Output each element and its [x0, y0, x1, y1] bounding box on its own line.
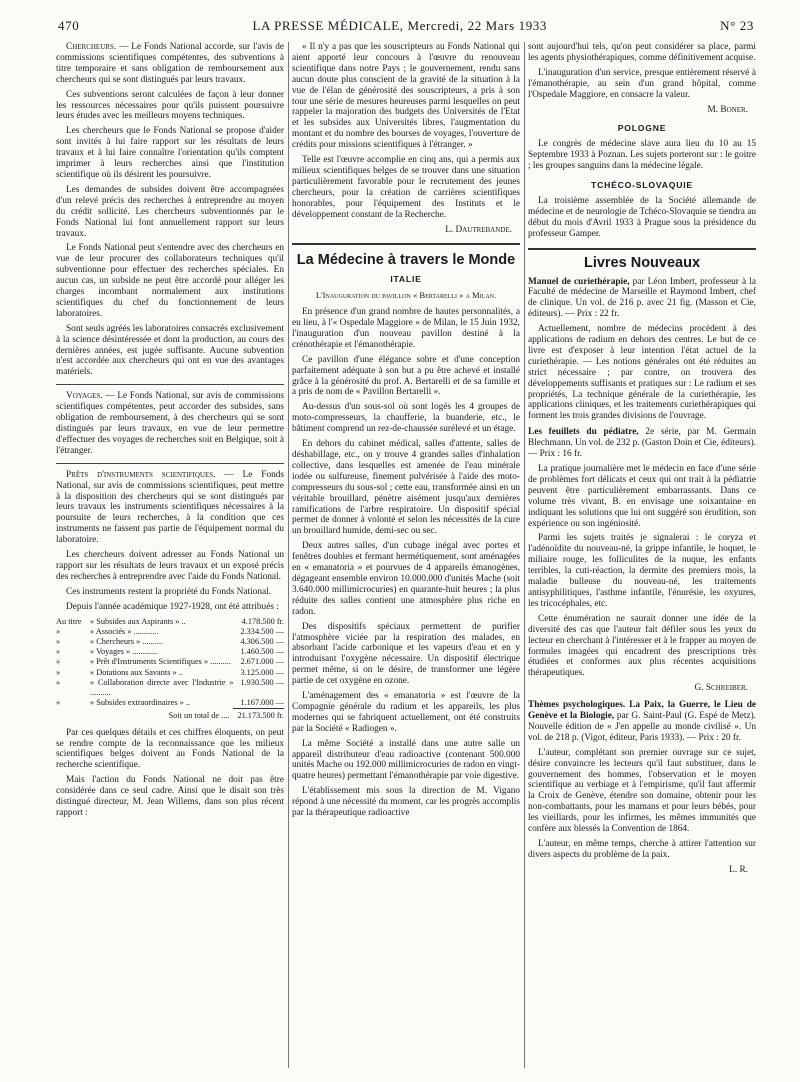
author-signature: G. Schreiber.	[694, 683, 748, 694]
row-prefix: »	[56, 626, 61, 636]
row-amount: 4.306.500 —	[240, 637, 284, 646]
funding-row	[56, 637, 284, 647]
country-heading: ITALIE	[390, 274, 422, 285]
row-label: « Associés » ............	[90, 626, 159, 636]
book-review: Parmi les sujets traités je signalerai : le coryza et l'adénoïdite du nouveau-né, la grippe infantile, le hoquet, le miliaire rouge, les folliculites de la nuque, les enfants terribles, la cuti-réaction, la dermite des premiers mois, la maladie bulleuse du nouveau-né, les traitements antisyphilitiques, l'asthme infantile, l'énurésie, les oxyures, les tricocéphales, etc.	[528, 533, 756, 609]
country-heading: POLOGNE	[617, 123, 667, 134]
column-3	[528, 42, 756, 1068]
country-heading: TCHÉCO-SLOVAQUIE	[591, 180, 693, 191]
funding-row	[56, 657, 284, 667]
newspaper-page	[56, 18, 756, 1068]
paragraph: L'aménagement des « emanatoria » est l'œuvre de la Compagnie générale du radium et les appareils, les plus modernes qui se fabriquent actuellement, ont été construits par la Société « Radiogen ».	[292, 691, 520, 734]
paragraph: Le congrès de médecine slave aura lieu du 10 au 15 Septembre 1933 à Poznan. Les sujets porteront sur : le goitre ; les groupes sanguins dans la médecine légale.	[528, 139, 756, 172]
funding-row	[56, 647, 284, 657]
row-prefix: »	[56, 667, 61, 677]
row-label: « Subsides aux Aspirants » ..	[90, 616, 186, 626]
funding-row	[56, 698, 284, 709]
author-signature: M. Boner.	[707, 104, 748, 115]
row-amount: 2.671.000 —	[240, 657, 284, 667]
funding-row	[56, 678, 284, 698]
paragraph: L'inauguration d'un service, presque entièrement réservé à l'émanothérapie, au sein d'un grand hôpital, comme l'Ospedale Maggiore, en consacre la valeur.	[528, 67, 756, 100]
paragraph: Telle est l'œuvre accomplie en cinq ans, qui a permis aux milieux scientifiques belges de se trouver dans une situation particulièrement favorable pour le recrutement des jeunes chercheurs, pour la création de carrières scientifiques honorables, pour l'équipement des Instituts et le développement constant de la Recherche.	[292, 155, 520, 220]
row-amount: 3.125.000 —	[240, 667, 284, 677]
row-amount: 1.930.500 —	[240, 677, 284, 687]
row-label: « Prêt d'Instruments Scientifiques » ..........	[90, 657, 231, 667]
total-amount: 21.173.500 fr.	[237, 711, 284, 721]
total-label: Soit un total de ....	[168, 710, 230, 720]
row-label: « Dotations aux Savants » ..	[90, 667, 183, 677]
section-title: Livres Nouveaux	[583, 254, 701, 271]
column-2	[292, 42, 520, 1068]
paragraph: Sont seuls agréés les laboratoires consacrés exclusivement à la science désintéressée et dont la production, au cours des dernières années, est jugée suffisante. Aucune subvention n'est accordée aux chercheurs qui ont en vue des avantages matériels.	[56, 323, 284, 378]
paragraph: Deux autres salles, d'un cubage inégal avec portes et fenêtres doubles et fermant hermétiquement, sont aménagées en « emanatoria » et pourvues de 4 appareils émanogènes, dégageant ensemble environ 10.000.000 d'unités Mache (soit 3.640.000 millimicrocuries) en quarante-huit heures ; la plus réduite des salles contient une atmosphère plus riche en radon.	[292, 541, 520, 617]
issue-number: N° 23	[720, 18, 754, 33]
row-prefix: »	[56, 677, 61, 687]
section-separator	[292, 243, 520, 245]
funding-row	[56, 627, 284, 637]
paragraph: Les chercheurs que le Fonds National se propose d'aider sont invités à lui faire rapport sur les résultats de leurs travaux et à lui faire connaître l'orientation qu'ils comptent imprimer à leurs recherches ainsi que l'institution scientifique où ils désirent les poursuivre.	[56, 126, 284, 180]
paragraph: Ces subventions seront calculées de façon à leur donner les ressources nécessaires pour qu'ils puissent poursuivre leurs études avec les meilleurs moyens techniques.	[56, 89, 284, 122]
row-prefix: »	[56, 647, 61, 657]
paragraph: La troisième assemblée de la Société allemande de médecine et de neurologie de Tchéco-Slovaquie se tiendra au début du mois d'Avril 1933 à Prague sous la présidence du professeur Gamper.	[528, 195, 756, 239]
paragraph: Ce pavillon d'une élégance sobre et d'une conception parfaitement adéquate à son but a pu être achevé et installé grâce à la générosité du prof. A. Bertarelli et de sa famille et a pris de nom de « Pavillon Bertarelli ».	[292, 354, 520, 398]
row-amount: 2.334.500 —	[240, 626, 284, 636]
quote-paragraph: « Il n'y a pas que les souscripteurs au Fonds National qui aient apporté leur concours à l'œuvre du renouveau scientifique dans notre Pays ; le gouvernement, rendu sans aucun doute plus conscient de la gravité de la situation à la vue de l'élan de générosité des souscripteurs, a pris à son tour une série de mesures heureuses parmi lesquelles on peut rappeler la majoration des budgets des Universités de l'Etat et les subsides aux Universités libres, l'augmentation du montant et du nombre des bourses de voyages, l'ouverture de crédits pour missions scientifiques à l'étranger. »	[292, 42, 520, 151]
paragraph: Des dispositifs spéciaux permettent de purifier l'atmosphère viciée par la respiration des malades, en absorbant l'acide carbonique et les vapeurs d'eau et en y introduisant l'oxygène nécessaire. Un dispositif électrique permet même, si on le désire, de transformer une légère partie de cet oxygène en ozone.	[292, 621, 520, 687]
row-amount: 4.178.500 fr.	[241, 616, 284, 626]
paragraph: Depuis l'année académique 1927-1928, ont été attribués :	[66, 601, 279, 612]
section-separator	[56, 384, 284, 385]
column-1	[56, 42, 284, 1068]
row-amount: 1.460.500 —	[240, 647, 284, 657]
row-prefix: »	[56, 657, 61, 667]
row-label: « Subsides extraordinaires » ..	[90, 698, 191, 708]
book-entry: Thèmes psychologiques. La Paix, la Guerre, le Lieu de Genève et la Biologie, par G. Saint-Paul (G. Espé de Metz). Nouvelle édition de « J'en appelle au monde civilisé ». Un vol. de 218 p. (Vigot, éditeur, Paris 1933). — Prix : 20 fr.	[528, 700, 756, 743]
paragraph: Voyages. — Le Fonds National, sur avis de commissions scientifiques compétentes, peut accorder des subsides, sans obligation de remboursement, à des chercheurs qui se sont distingués par leurs travaux, en vue de leur permettre d'effectuer des voyages de recherches soit en Belgique, soit à l'étranger.	[56, 391, 284, 456]
paragraph: sont aujourd'hui tels, qu'on peut considérer sa place, parmi les agents physiothérapiques, comme définitivement acquise.	[528, 42, 756, 63]
page-header	[56, 18, 756, 40]
author-signature: L. Dautrebande.	[445, 224, 512, 235]
paragraph: Mais l'action du Fonds National ne doit pas être considérée dans ce seul cadre. Ainsi que le disait son très distingué directeur, M. Jean Willems, dans son plus récent rapport :	[56, 775, 284, 818]
section-separator	[56, 463, 284, 464]
paragraph: Par ces quelques détails et ces chiffres éloquents, on peut se rendre compte de la reconnaissance que les milieux scientifiques belges doivent au Fonds National de la recherche scientifique.	[56, 727, 284, 771]
paragraph: Les chercheurs doivent adresser au Fonds National un rapport sur les résultats de leurs travaux et un exposé précis des recherches à entreprendre avec l'aide du Fonds National.	[56, 550, 284, 582]
article-caption: L'Inauguration du pavillon « Bertarelli » a Milan.	[315, 290, 497, 301]
book-review: Cette énumération ne saurait donner une idée de la diversité des cas que l'auteur fait défiler sous les yeux du lecteur en cherchant à l'intéresser et à le frapper au moyen de formules imagées qui encadrent des prescriptions très étudiées et conformes aux plus récentes acquisitions thérapeutiques.	[528, 613, 756, 679]
journal-title: LA PRESSE MÉDICALE, Mercredi, 22 Mars 1933	[252, 18, 548, 33]
author-signature: L. R.	[729, 864, 748, 875]
row-amount: 1.167.000 —	[233, 698, 284, 709]
paragraph: Le Fonds National peut s'entendre avec des chercheurs en vue de leur procurer des collaborateurs techniques qu'il subventionne pour effectuer des recherches spéciales. En aucun cas, un subside ne peut être accordé pour alléger les charges incombant normalement aux institutions scientifiques du chef du fonctionnement de leurs laboratoires.	[56, 243, 284, 319]
row-label: « Chercheurs » ..........	[90, 637, 164, 646]
book-entry: Manuel de curiethérapie, par Léon Imbert, professeur à la Faculté de médecine de Marseille et Raymond Imbert, chef de clinique. Un vol. de 216 p. avec 21 fig. (Masson et Cie, éditeurs). — Prix : 22 fr.	[528, 276, 756, 320]
paragraph: L'établissement mis sous la direction de M. Vigano répond à une nécessité du moment, car les progrès accomplis par la thérapeutique radioactive	[292, 786, 520, 819]
paragraph: Les demandes de subsides doivent être accompagnées d'un relevé précis des recherches à entreprendre au moyen du crédit sollicité. Les chercheurs subventionnés par le Fonds National lui font annuellement rapport sur leurs travaux.	[56, 184, 284, 239]
funding-row	[56, 668, 284, 678]
book-review: La pratique journalière met le médecin en face d'une série de problèmes fort délicats et ceux qui ont trait à la pédiatrie peuvent être particulièrement embarrassants. Dans ce volume très vivant, B. en envisage une soixantaine en indiquant les solutions que lui ont suggéré son érudition, son expérience ou son ingéniosité.	[528, 464, 756, 529]
book-review: L'auteur, complétant son premier ouvrage sur ce sujet, désire convaincre les lecteurs qu'il faut substituer, dans le gouvernement des hommes, l'observation et le moyen scientifique au verbiage et à l'empirisme, qu'il faut affermir la Croix de Genève, étendre son domaine, obtenir pour les non-combattants, pour les mamans et pour leurs bébés, pour les vieillards, pour les infirmes, les mêmes immunités que confère aux blessés la Convention de 1864.	[528, 747, 756, 835]
paragraph: Prêts d'instruments scientifiques. — Le Fonds National, sur avis de commissions scientifiques, peut mettre à la disposition des chercheurs qui se sont distingués par leurs travaux les instruments scientifiques nécessaires à la poursuite de leurs recherches, à la condition que ces instruments ne fassent pas partie de l'équipement normal du laboratoire.	[56, 469, 284, 546]
paragraph: Chercheurs. — Le Fonds National accorde, sur l'avis de commissions scientifiques compétentes, des subventions à titre temporaire et sans obligation de remboursement aux chercheurs qui se sont distingués par leurs travaux.	[56, 42, 284, 85]
book-review: L'auteur, en même temps, cherche à attirer l'attention sur divers aspects du problème de la paix.	[528, 839, 756, 860]
row-prefix: »	[56, 637, 61, 646]
page-number: 470	[58, 18, 80, 33]
row-label: « Voyages » ............	[90, 647, 158, 657]
column-divider	[524, 42, 525, 1068]
row-prefix: Au titre	[56, 616, 82, 626]
paragraph: Ces instruments restent la propriété du Fonds National.	[66, 586, 272, 597]
row-prefix: »	[56, 698, 61, 708]
column-divider	[288, 42, 289, 1068]
book-review: Actuellement, nombre de médecins procèdent à des applications de radium en dehors des centres. Le but de ce livre est d'exposer à leur intention l'état actuel de la curiethérapie. — Les notions générales ont été réduites au strict nécessaire ; par contre, on trouvera des développements suffisants et pratiques sur : Le radium et ses propriétés, La technique générale de la curiethérapie, les applications cliniques, et les traitements curiethérapiques qui forment les trois grandes divisions de l'ouvrage.	[528, 324, 756, 422]
section-title: La Médecine à travers le Monde	[296, 252, 516, 269]
funding-table	[56, 617, 284, 722]
funding-row	[56, 617, 284, 627]
paragraph: En présence d'un grand nombre de hautes personnalités, a eu lieu, à l'« Ospedale Maggiore » de Milan, le 15 Juin 1932, l'inauguration d'un nouveau pavillon destiné à la crénothérapie et l'émanothérapie.	[292, 307, 520, 350]
paragraph: En dehors du cabinet médical, salles d'attente, salles de déshabillage, etc., on y trouve 4 grandes salles d'inhalation collective, dans lesquelles est amenée de l'eau minérale iodée ou sulfureuse, finement pulvérisée à l'aide des moto-compresseurs du sous-sol ; cette eau, transformée ainsi en un véritable brouillard, pénètre aisément jusqu'aux dernières ramifications de l'arbre respiratoire. Un dispositif spécial permet de donner à volonté et selon les nécessités de la cure un brouillard humide, demi-sec ou sec.	[292, 439, 520, 537]
funding-total-row	[56, 709, 284, 722]
row-label: « Collaboration directe avec l'Industrie » ..........	[90, 677, 234, 698]
section-separator	[528, 248, 756, 250]
paragraph: Au-dessus d'un sous-sol où sont logés les 4 groupes de moto-compresseurs, la chaufferie, la buanderie, etc., le bâtiment comprend un rez-de-chaussée surélevé et un étage.	[292, 402, 520, 435]
book-entry: Les feuillets du pédiatre, 2e série, par M. Germain Blechmann. Un vol. de 232 p. (Gaston Doin et Cie, éditeurs). — Prix : 16 fr.	[528, 427, 756, 460]
paragraph: La même Société a installé dans une autre salle un appareil distributeur d'eau radioactive (contenant 500.000 unités Mache ou 192.000 millimicrocuries de radon en vingt-quatre heures) permettant l'émanothérapie par voie digestive.	[292, 738, 520, 782]
